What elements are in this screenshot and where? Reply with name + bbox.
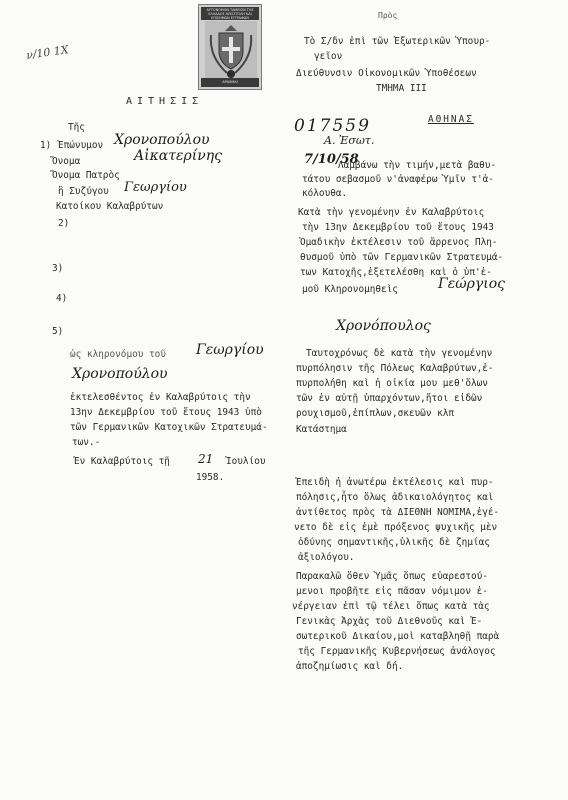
field-eponymon-label: Ἐπώνυμον	[58, 140, 104, 151]
body-p2-line6: μοῦ Κληρονομηθεὶς	[302, 284, 398, 295]
heir-prefix: ὡς κληρονόμου τοῦ	[70, 349, 166, 360]
recipient-pros: Πρὸς	[378, 11, 398, 20]
field-eponymon-value: Χρονοπούλου	[114, 132, 210, 148]
body-p4-line6: ἀξιολόγου.	[298, 552, 355, 563]
recipient-city: ΑΘΗΝΑΣ	[428, 114, 474, 125]
body-p4-line2: πόλησις,ἦτο ὅλως ἀδικαιολόγητος καὶ	[296, 492, 494, 503]
body-p2-line5: των Κατοχῆς,ἐξετελέσθη καὶ ὁ ὑπ'ἐ-	[300, 267, 492, 278]
field-katoikou: Κατοίκου Καλαβρύτων	[56, 201, 164, 212]
recipient-tmima: ΤΜΗΜΑ ΙΙΙ	[376, 83, 427, 94]
body-p3-line4: τῶν ἐν αὐτῇ ὑπαρχόντων,ἤτοι εἰδῶν	[296, 393, 483, 404]
body-p3-line6: Κατάστημα	[296, 424, 347, 435]
stamp-label: ΑΥΤΟΝΟΜΟΝ ΤΑΜΕΙΟΝ ΤΗΣ ΕΛΛΑΔΟΣ ΑΠΟΣΤΟΛΗ ΚΑΙ ΕΠΙΣΗΜΩΝ ΕΓΓΡΑΦΩΝ	[201, 7, 259, 20]
left-para-line2: 13ην Δεκεμβρίου τοῦ ἔτους 1943 ὑπὸ	[70, 407, 262, 418]
heir-last-name: Χρονοπούλου	[72, 366, 168, 382]
heir-first-name: Γεωργίου	[196, 342, 264, 358]
field-num-3: 3)	[52, 263, 64, 274]
body-p5-line4: Γενικὰς Ἀρχὰς τοῦ Διεθνοῦς καὶ Ἐ-	[296, 616, 483, 627]
field-syzygou-value: Γεωργίου	[124, 180, 187, 195]
body-p5-line5: σωτερικοῦ Δικαίου,μοὶ καταβληθῇ παρὰ	[296, 631, 500, 642]
body-p1-line3: κόλουθα.	[302, 188, 348, 199]
recipient-line1: Τὸ Σ/δν ἐπὶ τῶν Ἐξωτερικῶν Ὑπουρ-	[304, 36, 491, 47]
body-p3-line5: ρουχισμοῦ,ἐπίπλων,σκευῶν κλπ	[296, 408, 455, 419]
page-title: ΑΙΤΗΣΙΣ	[126, 96, 204, 107]
body-p1-line2: τάτου σεβασμοῦ ν'ἀναφέρω Ὑμῖν τ'ἀ-	[302, 174, 494, 185]
recipient-line2: γεῖον	[314, 51, 343, 62]
stamp-value: ΔΡΑΧΜΑΙ	[201, 78, 259, 87]
field-onoma-label: Ὄνομα	[52, 156, 81, 167]
revenue-stamp	[198, 4, 262, 90]
date-month: Ἰουλίου	[226, 456, 266, 467]
place-line: Ἐν Καλαβρύτοις τῇ	[74, 456, 170, 467]
body-p3-line2: πυρπόλησιν τῆς Πόλεως Καλαβρύτων,ἐ-	[296, 363, 494, 374]
body-p4-line3: ἀντίθετος πρὸς τὰ ΔΙΕΘΝΗ ΝΟΜΙΜΑ,ἐγέ-	[296, 507, 500, 518]
body-p5-line2: μενοι προβῆτε εἰς πᾶσαν νόμιμον ἐ-	[296, 586, 488, 597]
date-day: 21	[198, 452, 214, 466]
margin-note: ν/10 1Χ	[25, 43, 70, 62]
body-p1-line1: Λαμβάνω τὴν τιμήν,μετὰ βαθυ-	[338, 160, 497, 171]
field-num-2: 2)	[58, 218, 70, 229]
body-p4-line1: Ἐπειδὴ ἡ ἀνωτέρω ἐκτέλεσις καὶ πυρ-	[296, 477, 494, 488]
field-num-4: 4)	[56, 293, 68, 304]
body-p5-line7: ἀποζημίωσις καὶ δή.	[296, 661, 404, 672]
body-p2-line4: θυσμοῦ ὑπὸ τῶν Γερμανικῶν Στρατευμά-	[300, 252, 504, 263]
body-p5-line3: νέργειαν ἐπὶ τῷ τέλει ὅπως κατὰ τὰς	[292, 601, 490, 612]
field-tis: Τῆς	[68, 122, 85, 133]
body-p3-line3: πυρπολήθη καὶ ἡ οἰκία μου μεθ'ὅλων	[296, 378, 488, 389]
body-p5-line6: τῆς Γερμανικῆς Κυβερνήσεως ἀνάλογος	[298, 646, 496, 657]
field-num-5: 5)	[52, 326, 64, 337]
body-p3-line1: Ταυτοχρόνως δὲ κατὰ τὴν γενομένην	[306, 348, 493, 359]
body-p4-line5: ὀδύνης σημαντικῆς,ὑλικῆς δὲ ζημίας	[298, 537, 490, 548]
protocol-number: 017559	[294, 116, 371, 136]
field-num-1: 1)	[40, 140, 52, 151]
field-syzygou-label: ἢ Συζύγου	[58, 186, 109, 197]
date-year: 1958.	[196, 472, 225, 483]
body-p2-line2: τὴν 13ην Δεκεμβρίου τοῦ ἔτους 1943	[302, 222, 494, 233]
left-para-line4: των.-	[72, 437, 101, 448]
protocol-date: 7/10/58	[304, 152, 359, 167]
body-p2-name2: Χρονόπουλος	[336, 318, 431, 334]
body-p2-line3: Ὁμαδικὴν ἐκτέλεσιν τοῦ ἄρρενος Πλη-	[300, 237, 498, 248]
field-onoma-value: Αἰκατερίνης	[134, 148, 222, 164]
body-p2-name1: Γεώργιος	[438, 276, 505, 292]
body-p4-line4: νετο δὲ εἰς ἐμὲ πρόξενος ψυχικῆς μὲν	[294, 522, 498, 533]
protocol-note: Α. Ἐσωτ.	[324, 134, 375, 147]
coat-of-arms-icon	[205, 21, 257, 79]
body-p2-line1: Κατὰ τὴν γενομένην ἐν Καλαβρύτοις	[298, 207, 485, 218]
field-patros-label: Ὄνομα Πατρὸς	[52, 170, 120, 181]
recipient-line3: Διεύθυνσιν Οἰκονομικῶν Ὑποθέσεων	[296, 68, 477, 79]
left-para-line1: ἐκτελεσθέντος ἐν Καλαβρύτοις τὴν	[70, 392, 251, 403]
left-para-line3: τῶν Γερμανικῶν Κατοχικῶν Στρατευμά-	[70, 422, 268, 433]
body-p5-line1: Παρακαλῶ ὅθεν Ὑμᾶς ὅπως εὐαρεστού-	[296, 571, 488, 582]
